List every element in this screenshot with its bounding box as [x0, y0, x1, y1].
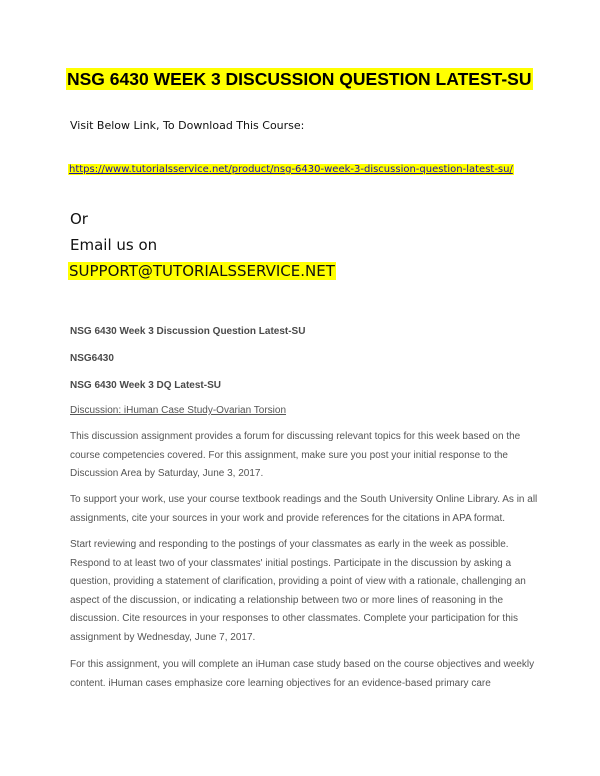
course-code: NSG6430: [70, 353, 114, 364]
dq-heading: NSG 6430 Week 3 DQ Latest-SU: [70, 380, 221, 391]
paragraph-assignment: For this assignment, you will complete an iHuman case study based on the course objectives and weekly content. iHuman cases emphasize core learning objectives for an evidence-based primary care: [70, 659, 535, 689]
email-us-text: Email us on: [70, 236, 158, 254]
or-text: Or: [70, 210, 88, 228]
paragraph-participation: Start reviewing and responding to the postings of your classmates as early in the week as possible. Respond to at least two of your classmates' initial postings. Participate in the discussion by asking a question, providing a statement of clarification, providing a point of view with a rationale, challenging an aspect of the discussion, or indicating a relationship between two or more lines of reasoning in the discussion. Cite resources in your responses to other classmates. Complete your participation for this assignment by Wednesday, June 7, 2017.: [70, 539, 526, 643]
support-email[interactable]: SUPPORT@TUTORIALSSERVICE.NET: [69, 262, 335, 280]
paragraph-support: To support your work, use your course textbook readings and the South University Online Library. As in all assignments, cite your sources in your work and provide references for the citations in APA format.: [70, 494, 538, 524]
discussion-link[interactable]: Discussion: iHuman Case Study-Ovarian Torsion: [70, 405, 287, 416]
visit-instruction: Visit Below Link, To Download This Course:: [70, 119, 305, 132]
course-heading: NSG 6430 Week 3 Discussion Question Latest-SU: [70, 326, 306, 337]
download-link[interactable]: https://www.tutorialsservice.net/product/nsg-6430-week-3-discussion-question-latest-su/: [69, 164, 513, 175]
paragraph-intro: This discussion assignment provides a forum for discussing relevant topics for this week based on the course competencies covered. For this assignment, make sure you post your initial response to the Discussion Area by Saturday, June 3, 2017.: [70, 431, 521, 479]
page-title: NSG 6430 WEEK 3 DISCUSSION QUESTION LATEST-SU: [67, 69, 532, 89]
